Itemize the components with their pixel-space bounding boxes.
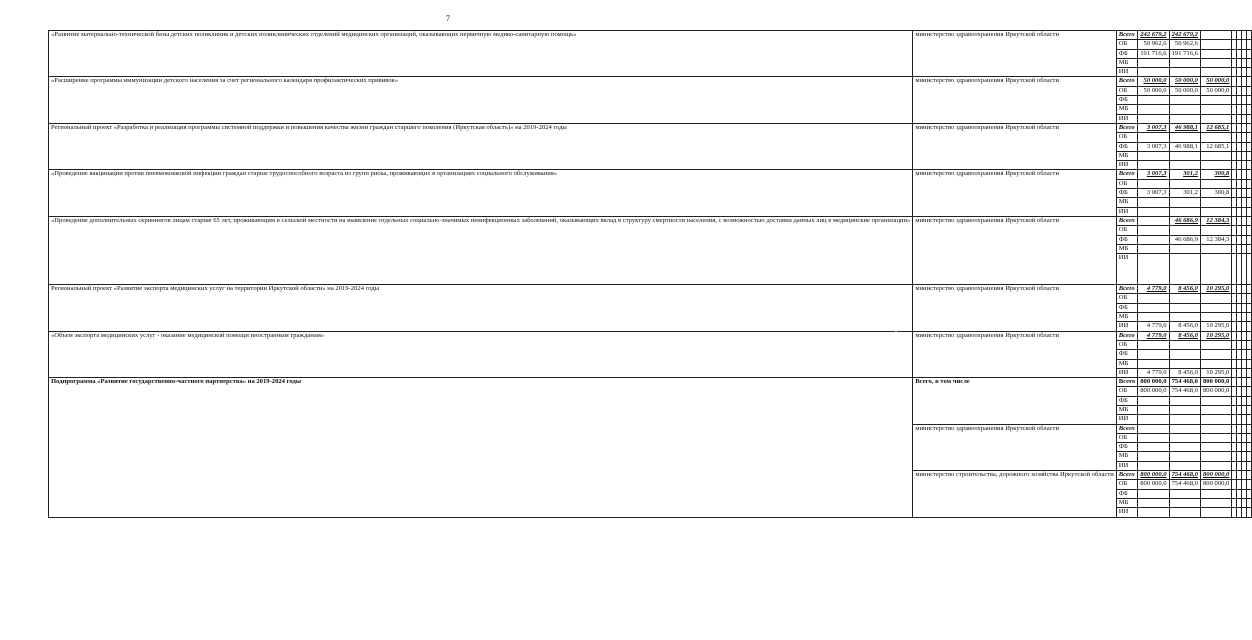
amount-cell: 12 685,1 xyxy=(1200,123,1231,132)
amount-cell xyxy=(1138,303,1169,312)
amount-cell xyxy=(1200,443,1231,452)
empty-cell xyxy=(1247,285,1252,294)
table-row xyxy=(49,31,1252,40)
amount-cell: 191 716,6 xyxy=(1138,49,1169,58)
amount-cell: 46 686,9 xyxy=(1169,216,1200,225)
empty-cell xyxy=(1247,244,1252,253)
amount-cell xyxy=(1169,226,1200,235)
page-edge-mark xyxy=(895,331,897,332)
funding-source-cell: МБ xyxy=(1116,498,1137,507)
amount-cell xyxy=(1169,350,1200,359)
amount-cell xyxy=(1138,396,1169,405)
funding-source-cell: ОБ xyxy=(1116,179,1137,188)
empty-cell xyxy=(1247,508,1252,517)
amount-cell xyxy=(1138,415,1169,424)
empty-cell xyxy=(1247,31,1252,40)
empty-cell xyxy=(1247,471,1252,480)
section-name: Региональный проект «Развитие экспорта медицинских услуг на территории Иркутской области» на 2019-2024 годы xyxy=(49,285,913,331)
amount-cell xyxy=(1138,424,1169,433)
section-name: Подпрограмма «Развитие государственно-частного партнерства» на 2019-2024 годы xyxy=(49,378,913,517)
amount-cell xyxy=(1138,216,1169,225)
amount-cell xyxy=(1200,350,1231,359)
amount-cell: 301,2 xyxy=(1169,170,1200,179)
section-name: «Развитие материально-технической базы детских поликлиник и детских поликлинических отделений медицинских организаций, оказывающих первичную медико-санитарную помощь» xyxy=(49,31,913,77)
section-name: «Проведение дополнительных скринингов лицам старше 65 лет, проживающим в сельской местности на выявление отдельных социально-значимых неинфекционных заболеваний, оказывающих вклад в структуру смертности населения, с возможностью доставки данных лиц в медицинские организации» xyxy=(49,216,913,284)
empty-cell xyxy=(1247,433,1252,442)
empty-cell xyxy=(1247,498,1252,507)
funding-source-cell: Всего xyxy=(1116,31,1137,40)
amount-cell: 754 468,0 xyxy=(1169,387,1200,396)
amount-cell xyxy=(1200,133,1231,142)
empty-cell xyxy=(1247,331,1252,340)
amount-cell xyxy=(1138,58,1169,67)
empty-cell xyxy=(1247,480,1252,489)
amount-cell xyxy=(1138,179,1169,188)
amount-cell: 4 779,0 xyxy=(1138,285,1169,294)
amount-cell: 12 685,1 xyxy=(1200,142,1231,151)
amount-cell: 800 000,0 xyxy=(1138,480,1169,489)
empty-cell xyxy=(1247,77,1252,86)
empty-cell xyxy=(1247,415,1252,424)
empty-cell xyxy=(1247,151,1252,160)
amount-cell: 8 456,0 xyxy=(1169,322,1200,331)
funding-source-cell: ФБ xyxy=(1116,189,1137,198)
amount-cell xyxy=(1138,226,1169,235)
amount-cell: 8 456,0 xyxy=(1169,285,1200,294)
amount-cell xyxy=(1169,303,1200,312)
funding-source-cell: ИИ xyxy=(1116,415,1137,424)
amount-cell xyxy=(1200,31,1231,40)
amount-cell xyxy=(1138,96,1169,105)
table-row xyxy=(49,378,1252,387)
amount-cell xyxy=(1138,452,1169,461)
amount-cell: 800 000,0 xyxy=(1138,387,1169,396)
funding-source-cell: ИИ xyxy=(1116,461,1137,470)
responsible-org: министерство здравоохранения Иркутской области xyxy=(913,424,1116,470)
amount-cell: 191 716,6 xyxy=(1169,49,1200,58)
funding-source-cell: МБ xyxy=(1116,58,1137,67)
amount-cell xyxy=(1200,198,1231,207)
funding-source-cell: Всего xyxy=(1116,331,1137,340)
amount-cell xyxy=(1200,303,1231,312)
empty-cell xyxy=(1247,396,1252,405)
amount-cell: 242 679,2 xyxy=(1169,31,1200,40)
amount-cell xyxy=(1138,68,1169,77)
empty-cell xyxy=(1247,123,1252,132)
amount-cell xyxy=(1138,207,1169,216)
amount-cell: 800 000,0 xyxy=(1138,378,1169,387)
amount-cell: 301,2 xyxy=(1169,189,1200,198)
amount-cell: 8 456,0 xyxy=(1169,331,1200,340)
empty-cell xyxy=(1247,235,1252,244)
empty-cell xyxy=(1247,452,1252,461)
amount-cell: 50 000,0 xyxy=(1138,77,1169,86)
table-row xyxy=(49,77,1252,86)
amount-cell xyxy=(1200,313,1231,322)
amount-cell xyxy=(1138,133,1169,142)
amount-cell xyxy=(1200,489,1231,498)
empty-cell xyxy=(1247,179,1252,188)
responsible-org: Всего, в том числе xyxy=(913,378,1116,424)
amount-cell xyxy=(1169,340,1200,349)
amount-cell xyxy=(1169,68,1200,77)
amount-cell xyxy=(1200,415,1231,424)
amount-cell xyxy=(1200,179,1231,188)
funding-source-cell: ОБ xyxy=(1116,133,1137,142)
amount-cell xyxy=(1138,161,1169,170)
amount-cell xyxy=(1169,133,1200,142)
amount-cell xyxy=(1169,452,1200,461)
amount-cell: 300,8 xyxy=(1200,170,1231,179)
responsible-org: министерство здравоохранения Иркутской области xyxy=(913,331,1116,377)
empty-cell xyxy=(1247,189,1252,198)
amount-cell xyxy=(1138,105,1169,114)
amount-cell xyxy=(1138,350,1169,359)
amount-cell xyxy=(1169,198,1200,207)
amount-cell: 800 000,0 xyxy=(1200,480,1231,489)
amount-cell xyxy=(1138,151,1169,160)
amount-cell: 800 000,0 xyxy=(1200,378,1231,387)
amount-cell xyxy=(1138,405,1169,414)
amount-cell xyxy=(1200,96,1231,105)
amount-cell: 800 000,0 xyxy=(1200,471,1231,480)
section-name: «Проведение вакцинации против пневмококковой инфекции граждан старше трудоспособного возраста из групп риска, проживающих в организациях социального обслуживания» xyxy=(49,170,913,216)
amount-cell xyxy=(1200,498,1231,507)
amount-cell xyxy=(1169,313,1200,322)
funding-source-cell: Всего xyxy=(1116,471,1137,480)
amount-cell xyxy=(1200,161,1231,170)
funding-source-cell: Всего xyxy=(1116,123,1137,132)
empty-cell xyxy=(1247,105,1252,114)
amount-cell: 800 000,0 xyxy=(1138,471,1169,480)
amount-cell: 3 007,3 xyxy=(1138,142,1169,151)
funding-source-cell: ИИ xyxy=(1116,207,1137,216)
amount-cell xyxy=(1200,508,1231,517)
amount-cell xyxy=(1200,359,1231,368)
amount-cell xyxy=(1169,424,1200,433)
funding-source-cell: ФБ xyxy=(1116,350,1137,359)
funding-source-cell: Всего xyxy=(1116,216,1137,225)
section-name: «Объем экспорта медицинских услуг - оказание медицинской помощи иностранным гражданам» xyxy=(49,331,913,377)
funding-source-cell: ИИ xyxy=(1116,368,1137,377)
empty-cell xyxy=(1247,359,1252,368)
funding-table xyxy=(48,30,1252,518)
funding-source-cell: ФБ xyxy=(1116,235,1137,244)
amount-cell xyxy=(1200,68,1231,77)
amount-cell: 3 007,3 xyxy=(1138,189,1169,198)
amount-cell xyxy=(1138,489,1169,498)
amount-cell: 46 988,1 xyxy=(1169,123,1200,132)
amount-cell xyxy=(1169,359,1200,368)
empty-cell xyxy=(1247,378,1252,387)
amount-cell xyxy=(1138,443,1169,452)
empty-cell xyxy=(1247,49,1252,58)
empty-cell xyxy=(1247,313,1252,322)
empty-cell xyxy=(1247,161,1252,170)
empty-cell xyxy=(1247,303,1252,312)
responsible-org: министерство здравоохранения Иркутской области xyxy=(913,31,1116,77)
funding-source-cell: ОБ xyxy=(1116,294,1137,303)
empty-cell xyxy=(1247,114,1252,123)
amount-cell: 300,8 xyxy=(1200,189,1231,198)
amount-cell xyxy=(1169,58,1200,67)
empty-cell xyxy=(1247,86,1252,95)
funding-source-cell: ИИ xyxy=(1116,114,1137,123)
amount-cell: 8 456,0 xyxy=(1169,368,1200,377)
responsible-org: министерство здравоохранения Иркутской области xyxy=(913,77,1116,123)
empty-cell xyxy=(1247,40,1252,49)
amount-cell xyxy=(1169,461,1200,470)
empty-cell xyxy=(1247,133,1252,142)
funding-source-cell: МБ xyxy=(1116,244,1137,253)
funding-source-cell: МБ xyxy=(1116,313,1137,322)
empty-cell xyxy=(1247,216,1252,225)
amount-cell: 800 000,0 xyxy=(1200,387,1231,396)
amount-cell xyxy=(1169,114,1200,123)
amount-cell: 4 779,0 xyxy=(1138,322,1169,331)
amount-cell xyxy=(1200,49,1231,58)
amount-cell xyxy=(1200,452,1231,461)
amount-cell xyxy=(1169,396,1200,405)
amount-cell: 3 007,3 xyxy=(1138,123,1169,132)
funding-source-cell: ОБ xyxy=(1116,86,1137,95)
amount-cell: 46 988,1 xyxy=(1169,142,1200,151)
amount-cell xyxy=(1138,294,1169,303)
responsible-org: министерство здравоохранения Иркутской области xyxy=(913,170,1116,216)
amount-cell xyxy=(1169,489,1200,498)
empty-cell xyxy=(1247,443,1252,452)
funding-source-cell: ОБ xyxy=(1116,433,1137,442)
amount-cell xyxy=(1138,340,1169,349)
responsible-org: министерство здравоохранения Иркутской области xyxy=(913,216,1116,284)
empty-cell xyxy=(1247,368,1252,377)
table-row xyxy=(49,170,1252,179)
funding-source-cell: ОБ xyxy=(1116,480,1137,489)
funding-source-cell: Всего xyxy=(1116,378,1137,387)
amount-cell: 50 000,0 xyxy=(1200,77,1231,86)
amount-cell xyxy=(1169,498,1200,507)
amount-cell xyxy=(1200,433,1231,442)
funding-source-cell: ИИ xyxy=(1116,508,1137,517)
empty-cell xyxy=(1247,387,1252,396)
funding-source-cell: ФБ xyxy=(1116,96,1137,105)
amount-cell xyxy=(1200,114,1231,123)
amount-cell xyxy=(1200,405,1231,414)
funding-source-cell: МБ xyxy=(1116,198,1137,207)
funding-source-cell: Всего xyxy=(1116,170,1137,179)
funding-source-cell: ИИ xyxy=(1116,68,1137,77)
amount-cell xyxy=(1169,508,1200,517)
amount-cell: 4 779,0 xyxy=(1138,331,1169,340)
amount-cell xyxy=(1138,254,1169,285)
amount-cell: 50 962,6 xyxy=(1169,40,1200,49)
amount-cell xyxy=(1138,235,1169,244)
amount-cell xyxy=(1138,198,1169,207)
funding-source-cell: ОБ xyxy=(1116,40,1137,49)
amount-cell: 10 295,0 xyxy=(1200,368,1231,377)
amount-cell xyxy=(1169,244,1200,253)
amount-cell: 754 468,0 xyxy=(1169,480,1200,489)
responsible-org: министерство строительства, дорожного хозяйства Иркутской области xyxy=(913,471,1116,517)
funding-source-cell: МБ xyxy=(1116,105,1137,114)
empty-cell xyxy=(1247,340,1252,349)
amount-cell xyxy=(1200,340,1231,349)
section-name: Региональный проект «Разработка и реализация программы системной поддержки и повышения качества жизни граждан старшего поколения (Иркутская область)» на 2019-2024 годы xyxy=(49,123,913,169)
amount-cell xyxy=(1169,294,1200,303)
page-number: 7 xyxy=(446,14,450,23)
funding-source-cell: МБ xyxy=(1116,151,1137,160)
amount-cell xyxy=(1138,461,1169,470)
funding-source-cell: МБ xyxy=(1116,452,1137,461)
amount-cell xyxy=(1200,207,1231,216)
amount-cell xyxy=(1200,244,1231,253)
amount-cell xyxy=(1169,96,1200,105)
amount-cell: 754 468,0 xyxy=(1169,378,1200,387)
amount-cell: 50 000,0 xyxy=(1138,86,1169,95)
amount-cell xyxy=(1169,405,1200,414)
amount-cell xyxy=(1200,226,1231,235)
amount-cell xyxy=(1169,207,1200,216)
amount-cell xyxy=(1200,40,1231,49)
funding-source-cell: ИИ xyxy=(1116,322,1137,331)
amount-cell: 50 962,6 xyxy=(1138,40,1169,49)
table-row xyxy=(49,285,1252,294)
amount-cell xyxy=(1138,508,1169,517)
amount-cell xyxy=(1138,498,1169,507)
funding-source-cell: Всего xyxy=(1116,424,1137,433)
empty-cell xyxy=(1247,68,1252,77)
empty-cell xyxy=(1247,294,1252,303)
amount-cell xyxy=(1200,294,1231,303)
amount-cell xyxy=(1200,151,1231,160)
amount-cell xyxy=(1200,254,1231,285)
amount-cell: 4 779,0 xyxy=(1138,368,1169,377)
amount-cell: 12 384,3 xyxy=(1200,216,1231,225)
funding-source-cell: ОБ xyxy=(1116,340,1137,349)
amount-cell: 50 000,0 xyxy=(1200,86,1231,95)
empty-cell xyxy=(1247,226,1252,235)
empty-cell xyxy=(1247,207,1252,216)
funding-table-body xyxy=(49,31,1252,518)
empty-cell xyxy=(1247,322,1252,331)
amount-cell: 10 295,0 xyxy=(1200,322,1231,331)
amount-cell xyxy=(1200,396,1231,405)
table-row xyxy=(49,331,1252,340)
funding-source-cell: Всего xyxy=(1116,77,1137,86)
empty-cell xyxy=(1247,198,1252,207)
amount-cell xyxy=(1169,433,1200,442)
empty-cell xyxy=(1247,489,1252,498)
amount-cell: 10 295,0 xyxy=(1200,285,1231,294)
empty-cell xyxy=(1247,350,1252,359)
funding-source-cell: ИИ xyxy=(1116,254,1137,285)
funding-source-cell: ФБ xyxy=(1116,489,1137,498)
amount-cell: 50 000,0 xyxy=(1169,86,1200,95)
table-row xyxy=(49,123,1252,132)
funding-source-cell: ФБ xyxy=(1116,142,1137,151)
amount-cell xyxy=(1169,415,1200,424)
empty-cell xyxy=(1247,405,1252,414)
amount-cell: 242 679,2 xyxy=(1138,31,1169,40)
amount-cell: 754 468,0 xyxy=(1169,471,1200,480)
empty-cell xyxy=(1247,58,1252,67)
responsible-org: министерство здравоохранения Иркутской области xyxy=(913,123,1116,169)
funding-source-cell: ИИ xyxy=(1116,161,1137,170)
amount-cell xyxy=(1138,433,1169,442)
amount-cell xyxy=(1169,151,1200,160)
amount-cell xyxy=(1200,424,1231,433)
funding-source-cell: ОБ xyxy=(1116,387,1137,396)
amount-cell xyxy=(1169,105,1200,114)
amount-cell: 12 384,3 xyxy=(1200,235,1231,244)
amount-cell xyxy=(1138,114,1169,123)
empty-cell xyxy=(1247,461,1252,470)
amount-cell xyxy=(1169,179,1200,188)
funding-source-cell: ФБ xyxy=(1116,49,1137,58)
table-row xyxy=(49,216,1252,225)
amount-cell: 50 000,0 xyxy=(1169,77,1200,86)
empty-cell xyxy=(1247,96,1252,105)
amount-cell: 3 007,3 xyxy=(1138,170,1169,179)
amount-cell xyxy=(1138,313,1169,322)
responsible-org: министерство здравоохранения Иркутской области xyxy=(913,285,1116,331)
amount-cell xyxy=(1138,244,1169,253)
funding-source-cell: ФБ xyxy=(1116,396,1137,405)
empty-cell xyxy=(1247,254,1252,285)
amount-cell xyxy=(1200,105,1231,114)
empty-cell xyxy=(1247,142,1252,151)
funding-source-cell: Всего xyxy=(1116,285,1137,294)
funding-source-cell: ФБ xyxy=(1116,303,1137,312)
amount-cell xyxy=(1169,161,1200,170)
funding-source-cell: МБ xyxy=(1116,405,1137,414)
funding-source-cell: МБ xyxy=(1116,359,1137,368)
funding-source-cell: ФБ xyxy=(1116,443,1137,452)
empty-cell xyxy=(1247,170,1252,179)
amount-cell xyxy=(1138,359,1169,368)
amount-cell xyxy=(1200,461,1231,470)
amount-cell xyxy=(1169,443,1200,452)
amount-cell: 46 686,9 xyxy=(1169,235,1200,244)
funding-source-cell: ОБ xyxy=(1116,226,1137,235)
amount-cell: 10 295,0 xyxy=(1200,331,1231,340)
section-name: «Расширение программы иммунизации детского населения за счет регионального календаря профилактических прививок» xyxy=(49,77,913,123)
amount-cell xyxy=(1169,254,1200,285)
empty-cell xyxy=(1247,424,1252,433)
amount-cell xyxy=(1200,58,1231,67)
